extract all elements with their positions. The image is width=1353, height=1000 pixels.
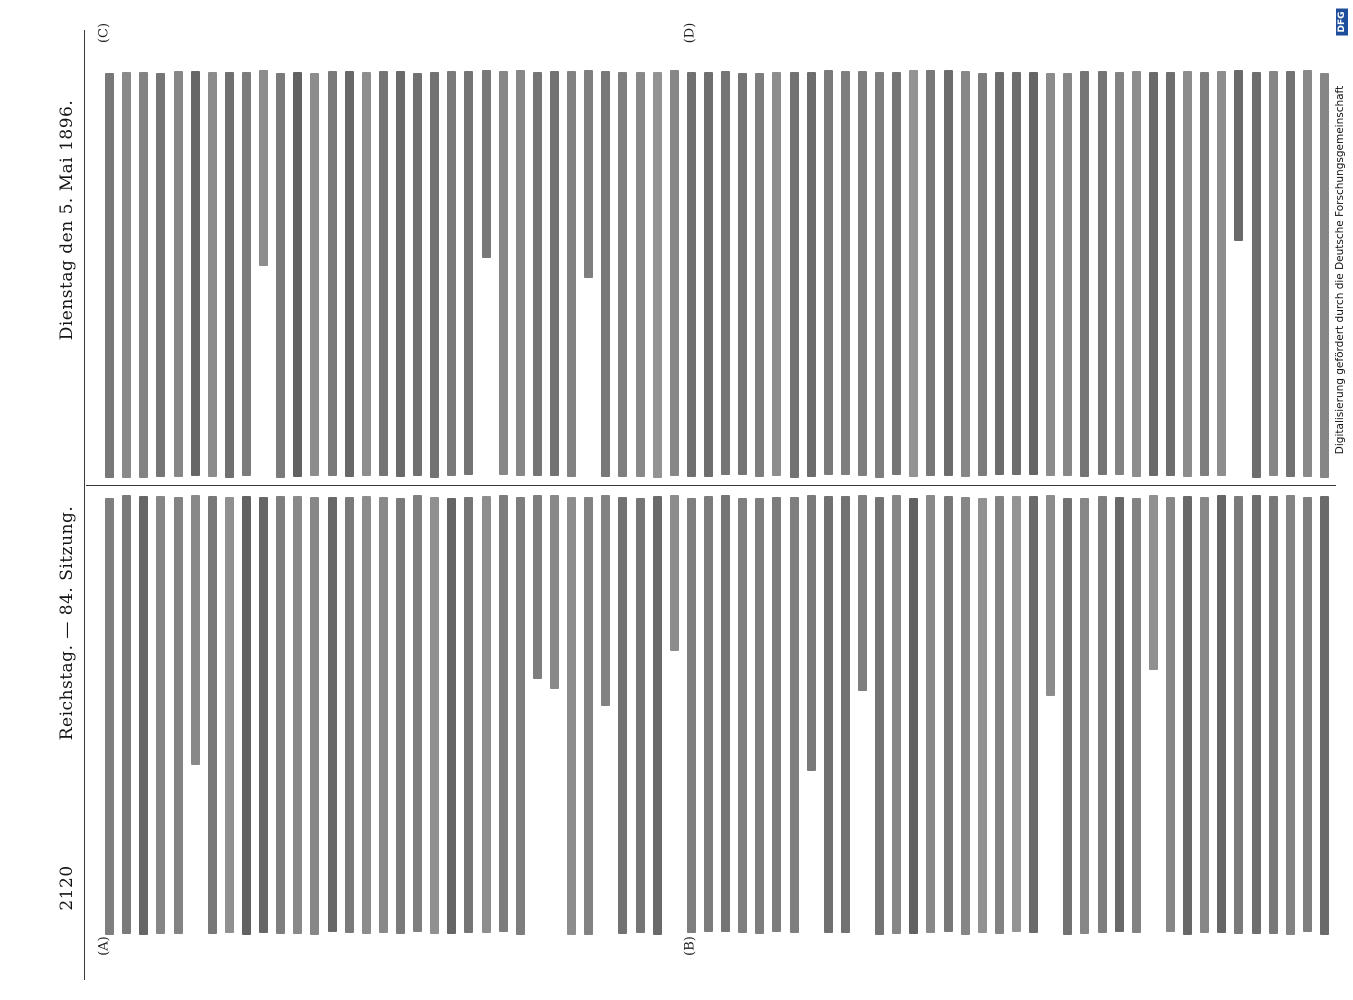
text-line [1166,497,1175,932]
text-line [1098,496,1107,933]
text-line [259,497,268,933]
text-line [328,71,337,476]
text-line [293,496,302,934]
text-line [1234,496,1243,934]
text-line [225,497,234,933]
text-line [362,496,371,934]
page-number: 2120 [57,865,77,911]
text-line [276,73,285,478]
text-line [601,495,610,706]
text-line [875,72,884,478]
column-divider [86,485,1336,486]
text-line [1029,72,1038,475]
text-line [875,497,884,935]
text-line [926,495,935,933]
digitization-note: Digitalisierung gefördert durch die Deutsche Forschungsgemeinschaft [1334,85,1346,455]
text-line [1080,498,1089,934]
text-line [892,495,901,934]
text-line [807,72,816,477]
text-line [961,497,970,935]
text-line [738,73,747,475]
text-line [105,73,114,478]
text-line [1303,70,1312,477]
text-line [174,71,183,477]
text-line [772,497,781,932]
margin-letter-a: (A) [96,936,112,956]
text-line [704,496,713,932]
text-line [738,498,747,933]
text-line [636,72,645,477]
text-line [841,71,850,475]
text-line [1012,72,1021,475]
text-line [841,496,850,933]
text-line [242,72,251,476]
text-line [1183,496,1192,935]
text-line [1132,71,1141,477]
text-line [379,497,388,933]
text-line [1200,72,1209,476]
text-line [208,72,217,477]
text-column-right [100,70,1332,478]
text-line [1217,495,1226,933]
text-line [310,497,319,935]
text-line [174,497,183,934]
text-line [447,498,456,934]
text-line [499,495,508,932]
text-line [550,495,559,689]
text-line [1234,70,1243,241]
text-line [413,495,422,932]
right-running-head: Dienstag den 5. Mai 1896. [57,99,77,341]
text-line [259,70,268,266]
text-line [1115,72,1124,475]
text-line [156,496,165,934]
text-line [345,497,354,933]
text-line [550,71,559,476]
text-line [1252,495,1261,934]
text-line [755,73,764,477]
text-line [430,497,439,934]
text-line [139,72,148,478]
text-line [1166,72,1175,476]
text-line [636,498,645,933]
text-line [618,72,627,477]
text-line [430,72,439,478]
text-line [464,71,473,475]
left-running-head: Reichstag. — 84. Sitzung. [57,505,77,741]
text-line [499,71,508,475]
text-line [653,72,662,478]
text-line [704,72,713,477]
text-line [293,72,302,477]
text-line [1320,496,1329,935]
text-line [413,73,422,476]
text-line [1149,72,1158,476]
text-line [310,73,319,476]
text-line [978,498,987,933]
text-line [1132,498,1141,933]
text-line [755,498,764,934]
text-line [670,70,679,476]
text-line [516,70,525,476]
margin-letter-c: (C) [96,22,112,44]
text-line [909,498,918,934]
text-line [858,495,867,691]
text-line [362,72,371,476]
text-line [721,71,730,475]
text-line [516,497,525,935]
text-line [225,72,234,478]
text-line [482,70,491,258]
text-line [464,497,473,933]
text-line [379,71,388,476]
text-line [1115,497,1124,932]
text-line [1286,495,1295,935]
text-line [1046,495,1055,696]
text-line [122,72,131,478]
text-line [653,496,662,935]
text-line [721,495,730,932]
text-line [892,72,901,475]
text-line [567,497,576,935]
text-line [1200,497,1209,933]
text-line [345,71,354,477]
text-column-left [100,495,1332,935]
text-line [858,71,867,476]
text-line [1149,495,1158,670]
text-line [1252,72,1261,478]
dfg-logo: DFG [1336,8,1348,35]
text-line [1046,73,1055,476]
margin-letter-b: (B) [682,936,698,956]
text-line [1286,71,1295,477]
text-line [584,70,593,278]
text-line [567,71,576,477]
text-line [1080,71,1089,477]
text-line [208,496,217,934]
text-line [139,496,148,935]
text-line [191,495,200,765]
text-line [1012,496,1021,932]
text-line [1217,71,1226,476]
text-line [1098,71,1107,475]
text-line [242,496,251,935]
text-line [961,71,970,477]
text-line [978,73,987,476]
text-line [824,496,833,933]
header-rule [84,30,85,980]
text-line [1320,73,1329,478]
text-line [995,72,1004,475]
text-line [1269,71,1278,476]
text-line [1303,497,1312,932]
text-line [618,497,627,934]
text-line [396,71,405,477]
text-line [122,495,131,934]
text-line [1063,73,1072,476]
text-line [1029,496,1038,933]
text-line [328,497,337,932]
text-line [105,498,114,935]
text-line [482,496,491,933]
text-line [687,498,696,933]
text-line [1183,71,1192,477]
text-line [533,495,542,679]
text-line [156,73,165,477]
text-line [396,498,405,934]
text-line [772,72,781,476]
text-line [790,497,799,933]
text-line [790,72,799,478]
text-line [995,496,1004,934]
text-line [191,71,200,476]
text-line [944,496,953,932]
text-line [687,72,696,477]
text-line [807,495,816,771]
margin-letter-d: (D) [682,22,698,44]
text-line [1063,498,1072,935]
text-line [584,497,593,935]
text-line [276,496,285,934]
text-line [1269,496,1278,934]
text-line [926,70,935,476]
text-line [601,71,610,477]
text-line [909,70,918,477]
text-line [447,71,456,476]
text-line [670,495,679,651]
text-line [824,70,833,475]
text-line [533,72,542,476]
text-line [944,70,953,476]
